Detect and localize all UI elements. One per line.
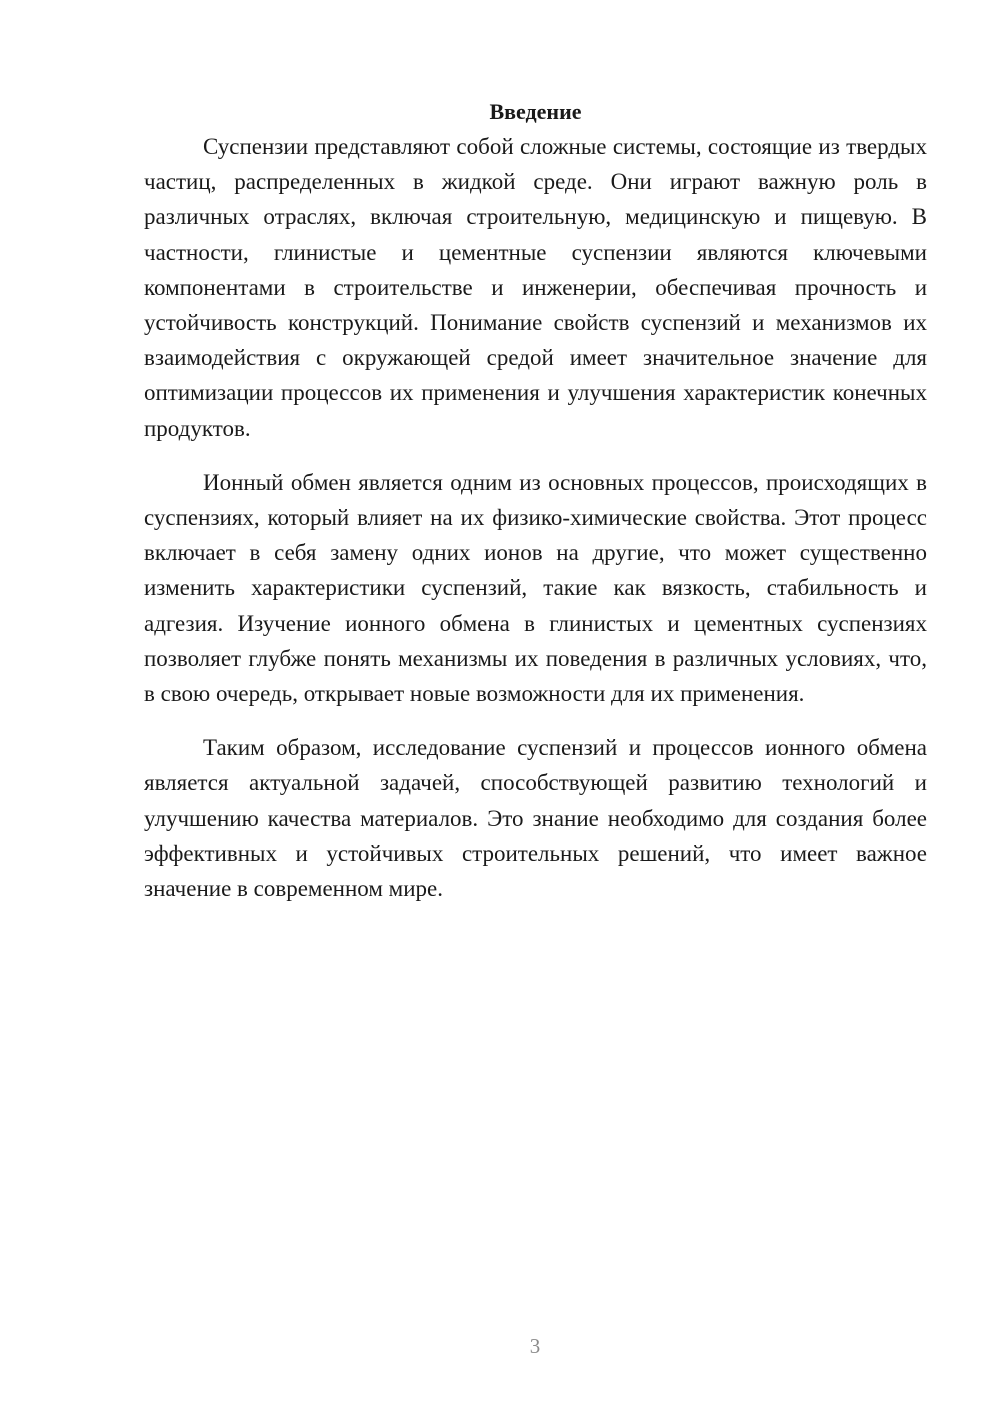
- page-number: 3: [529, 1334, 541, 1358]
- paragraph-2: Ионный обмен является одним из основных процессов, происходящих в суспензиях, который влияет на их физико-химические свойства. Этот процесс включает в себя замену одних ионов на другие, что может существенно изменить характеристики суспензий, такие как вязкость, стабильность и адгезия. Изучение ионного обмена в глинистых и цементных суспензиях позволяет глубже понять механизмы их поведения в различных условиях, что, в свою очередь, открывает новые возможности для их применения.: [144, 469, 927, 707]
- page-content: [144, 94, 927, 906]
- paragraph-1: Суспензии представляют собой сложные системы, состоящие из твердых частиц, распределенных в жидкой среде. Они играют важную роль в различных отраслях, включая строительную, медицинскую и пищевую. В частности, глинистые и цементные суспензии являются ключевыми компонентами в строительстве и инженерии, обеспечивая прочность и устойчивость конструкций. Понимание свойств суспензий и механизмов их взаимодействия с окружающей средой имеет значительное значение для оптимизации процессов их применения и улучшения характеристик конечных продуктов.: [144, 134, 927, 441]
- paragraph-3: Таким образом, исследование суспензий и процессов ионного обмена является актуальной задачей, способствующей развитию технологий и улучшению качества материалов. Это знание необходимо для создания более эффективных и устойчивых строительных решений, что имеет важное значение в современном мире.: [144, 735, 927, 902]
- section-title: Введение: [489, 99, 582, 124]
